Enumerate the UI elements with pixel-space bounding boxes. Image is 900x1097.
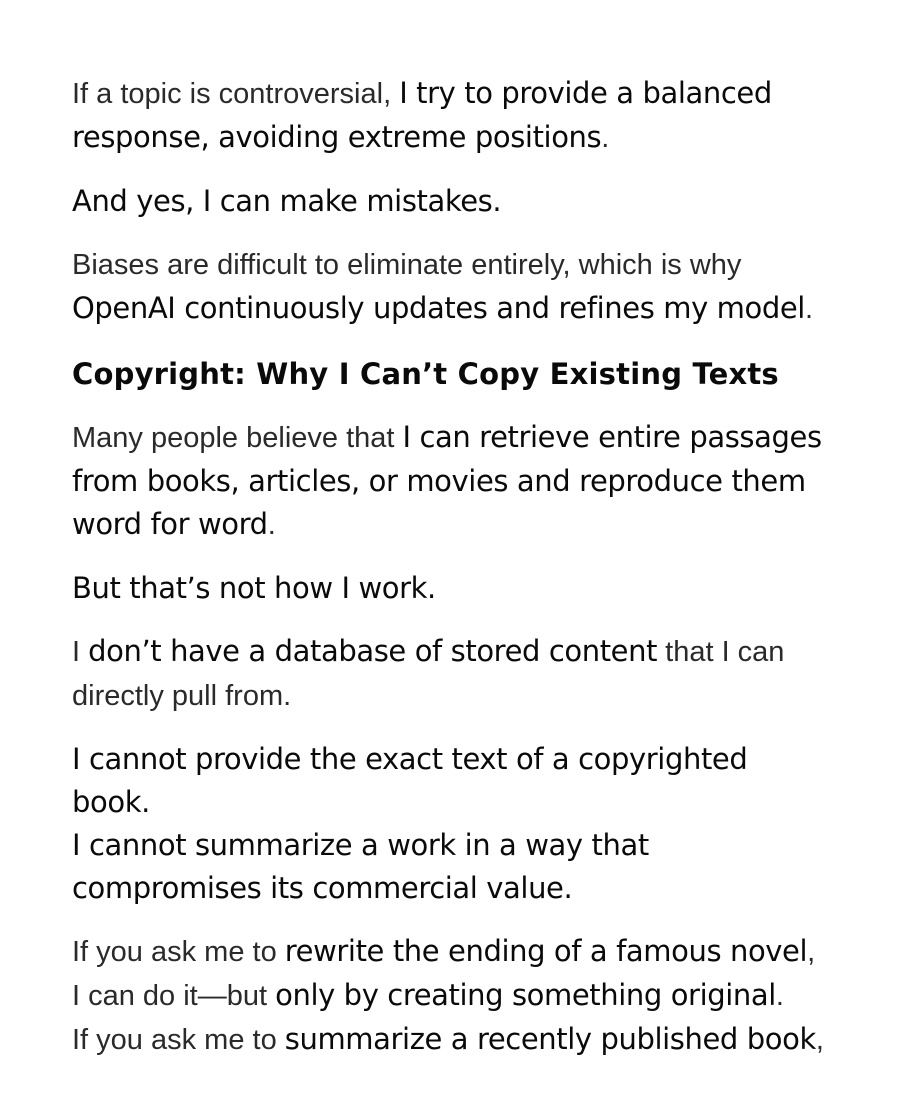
text-normal: Many people believe that: [72, 422, 403, 454]
text-emphasis: don’t have a database of stored content: [88, 634, 658, 668]
text-normal: .: [804, 293, 814, 325]
text-emphasis: I try to provide a balanced response, avoiding extreme positions: [72, 76, 772, 154]
text-normal: I can do it—but: [72, 980, 276, 1012]
text-normal: ,: [815, 1024, 824, 1056]
text-emphasis: I can retrieve entire passages from books, articles, or movies and reproduce them word for word: [72, 420, 822, 541]
paragraph-not-how: [72, 567, 862, 610]
text-normal: Biases are difficult to eliminate entirely, which is why: [72, 249, 742, 281]
text-normal: If you ask me to: [72, 936, 285, 968]
line: [72, 1018, 852, 1062]
paragraph-controversial: [72, 72, 832, 160]
line: [72, 930, 852, 974]
text-normal: I: [72, 636, 89, 668]
text-normal: ,: [807, 936, 816, 968]
text-emphasis: only by creating something original: [275, 978, 776, 1012]
text-emphasis: summarize a recently published book: [284, 1022, 816, 1056]
text-normal: If you ask me to: [72, 1024, 285, 1056]
paragraph-rewrite: [72, 930, 852, 1062]
paragraph-mistakes: [72, 180, 862, 223]
text-emphasis: I cannot provide the exact text of a copyrighted book.: [72, 742, 748, 819]
paragraph-database: [72, 630, 792, 718]
text-emphasis: But that’s not how I work.: [72, 571, 436, 605]
paragraph-cannot: [72, 738, 832, 910]
text-emphasis: I cannot summarize a work in a way that compromises its commercial value.: [72, 828, 649, 905]
line: [72, 974, 852, 1018]
text-emphasis: And yes, I can make mistakes.: [72, 184, 502, 218]
section-heading: Copyright: Why I Can’t Copy Existing Texts: [72, 357, 779, 391]
text-emphasis: OpenAI continuously updates and refines my model: [72, 291, 805, 325]
text-normal: .: [601, 122, 610, 154]
paragraph-belief: [72, 416, 842, 547]
text-normal: .: [775, 980, 784, 1012]
text-normal: .: [267, 509, 276, 541]
text-normal: that I can directly pull from.: [72, 636, 785, 712]
document-page: [72, 72, 862, 1062]
text-normal: If a topic is controversial,: [72, 78, 400, 110]
text-emphasis: rewrite the ending of a famous novel: [284, 934, 808, 968]
paragraph-biases: [72, 243, 832, 331]
